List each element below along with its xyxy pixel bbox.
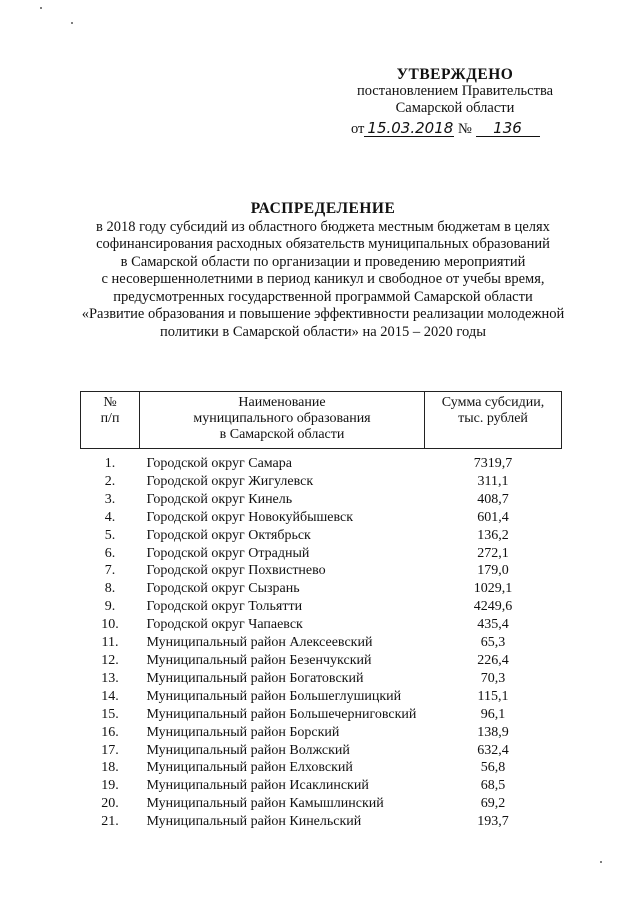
- row-municipality: Муниципальный район Большеглушицкий: [146, 688, 402, 704]
- heading-line: «Развитие образования и повышение эффективности реализации молодежной: [81, 306, 565, 322]
- handwritten-number: 136: [476, 120, 540, 137]
- header-number: [81, 392, 140, 449]
- header-line: в Самарской области: [219, 427, 345, 442]
- row-municipality: Муниципальный район Большечерниговский: [146, 706, 417, 722]
- row-number: 9.: [104, 599, 116, 615]
- document-title: РАСПРЕДЕЛЕНИЕ: [250, 200, 396, 217]
- header-line: п/п: [100, 411, 120, 426]
- row-number: 11.: [101, 635, 119, 651]
- table-row: [81, 688, 562, 706]
- row-municipality: Городской округ Жигулевск: [146, 473, 314, 489]
- table-row: [81, 598, 562, 616]
- header-line: муниципального образования: [193, 411, 371, 426]
- handwritten-date: 15.03.2018: [364, 120, 454, 137]
- row-municipality: Городской округ Самара: [146, 456, 292, 471]
- row-amount: 632,4: [477, 742, 509, 758]
- row-number: 6.: [104, 545, 116, 561]
- row-municipality: Муниципальный район Елховский: [146, 760, 353, 776]
- row-number: 16.: [101, 724, 119, 740]
- scan-speck: [40, 7, 42, 9]
- heading-line: предусмотренных государственной программой Самарской области: [113, 288, 533, 305]
- row-number: 12.: [101, 652, 119, 668]
- row-municipality: Муниципальный район Безенчукский: [146, 652, 372, 668]
- row-amount: 56,8: [480, 760, 506, 776]
- row-number: 21.: [101, 814, 119, 830]
- row-municipality: Городской округ Кинель: [146, 491, 293, 507]
- header-line: №: [103, 395, 117, 410]
- heading-line: с несовершеннолетними в период каникул и свободное от учебы время,: [101, 271, 545, 287]
- row-municipality: Городской округ Сызрань: [146, 581, 300, 597]
- row-municipality: Муниципальный район Борский: [146, 724, 340, 740]
- header-line: Наименование: [238, 395, 326, 410]
- header-amount: [425, 392, 562, 449]
- table-row: [81, 742, 562, 760]
- row-amount: 69,2: [480, 796, 506, 812]
- table-row: [81, 724, 562, 742]
- row-municipality: Городской округ Похвистнево: [146, 563, 326, 579]
- table-row: [81, 616, 562, 634]
- row-amount: 115,1: [477, 688, 509, 704]
- approval-date-line: [351, 120, 565, 138]
- row-number: 1.: [104, 456, 116, 471]
- table-row: [81, 580, 562, 598]
- table-row: [81, 813, 562, 831]
- row-municipality: Городской округ Отрадный: [146, 545, 310, 561]
- heading-line: в 2018 году субсидий из областного бюджета местным бюджетам в целях: [96, 218, 550, 235]
- row-amount: 435,4: [477, 617, 509, 633]
- date-prefix: от: [351, 121, 365, 137]
- row-municipality: Муниципальный район Кинельский: [146, 814, 362, 830]
- row-amount: 65,3: [480, 635, 506, 651]
- row-amount: 7319,7: [473, 456, 513, 471]
- scan-speck: [600, 861, 602, 863]
- table-row: [81, 509, 562, 527]
- table-body: [81, 449, 562, 832]
- row-number: 10.: [101, 617, 119, 633]
- table-row: [81, 473, 562, 491]
- approval-line: Самарской области: [395, 100, 515, 116]
- approval-title: УТВЕРЖДЕНО: [396, 66, 514, 83]
- row-amount: 272,1: [477, 545, 509, 561]
- row-municipality: Городской округ Чапаевск: [146, 617, 303, 633]
- row-municipality: Городской округ Тольятти: [146, 599, 303, 615]
- document-heading: [50, 200, 596, 341]
- table-row: [81, 449, 562, 473]
- row-municipality: Муниципальный район Богатовский: [146, 670, 364, 686]
- row-number: 4.: [104, 509, 116, 525]
- table-row: [81, 706, 562, 724]
- row-number: 17.: [101, 742, 119, 758]
- row-municipality: Муниципальный район Волжский: [146, 742, 350, 758]
- heading-line: софинансирования расходных обязательств муниципальных образований: [96, 236, 550, 252]
- row-number: 18.: [101, 760, 119, 776]
- row-number: 5.: [104, 527, 116, 543]
- number-prefix: №: [458, 121, 472, 137]
- row-amount: 179,0: [477, 563, 509, 579]
- row-number: 13.: [101, 670, 119, 686]
- row-number: 19.: [101, 778, 119, 794]
- row-number: 7.: [104, 563, 116, 579]
- row-number: 8.: [104, 581, 116, 597]
- table-row: [81, 795, 562, 813]
- row-municipality: Муниципальный район Алексеевский: [146, 635, 373, 651]
- row-number: 15.: [101, 706, 119, 722]
- row-amount: 408,7: [477, 491, 509, 507]
- scan-speck: [71, 22, 73, 24]
- row-amount: 311,1: [477, 473, 509, 489]
- table-header-row: [81, 392, 562, 449]
- heading-line: политики в Самарской области» на 2015 – 2020 годы: [160, 323, 486, 340]
- row-amount: 96,1: [480, 706, 506, 722]
- row-amount: 226,4: [477, 652, 509, 668]
- row-amount: 138,9: [477, 724, 509, 740]
- row-number: 20.: [101, 796, 119, 812]
- row-amount: 70,3: [480, 670, 506, 686]
- table-row: [81, 759, 562, 777]
- row-amount: 4249,6: [473, 599, 513, 615]
- table-row: [81, 562, 562, 580]
- heading-line: в Самарской области по организации и проведению мероприятий: [120, 253, 526, 270]
- approval-stamp: [345, 66, 565, 138]
- row-number: 3.: [104, 491, 116, 507]
- row-municipality: Городской округ Октябрьск: [146, 527, 311, 543]
- row-amount: 193,7: [477, 814, 509, 830]
- row-amount: 136,2: [477, 527, 509, 543]
- row-amount: 68,5: [480, 778, 506, 794]
- row-municipality: Городской округ Новокуйбышевск: [146, 509, 354, 525]
- row-municipality: Муниципальный район Камышлинский: [146, 796, 384, 812]
- row-number: 14.: [101, 688, 119, 704]
- header-line: тыс. рублей: [458, 411, 528, 426]
- table-row: [81, 652, 562, 670]
- table-row: [81, 634, 562, 652]
- row-number: 2.: [104, 473, 116, 489]
- table-row: [81, 545, 562, 563]
- table-row: [81, 527, 562, 545]
- header-line: Сумма субсидии,: [441, 395, 545, 410]
- heading-body: [50, 219, 596, 342]
- distribution-table: [80, 391, 562, 831]
- row-amount: 1029,1: [473, 581, 513, 597]
- header-name: [140, 392, 425, 449]
- table-row: [81, 777, 562, 795]
- row-municipality: Муниципальный район Исаклинский: [146, 778, 369, 794]
- table-row: [81, 670, 562, 688]
- row-amount: 601,4: [477, 509, 509, 525]
- approval-line: постановлением Правительства: [356, 83, 554, 99]
- table-row: [81, 491, 562, 509]
